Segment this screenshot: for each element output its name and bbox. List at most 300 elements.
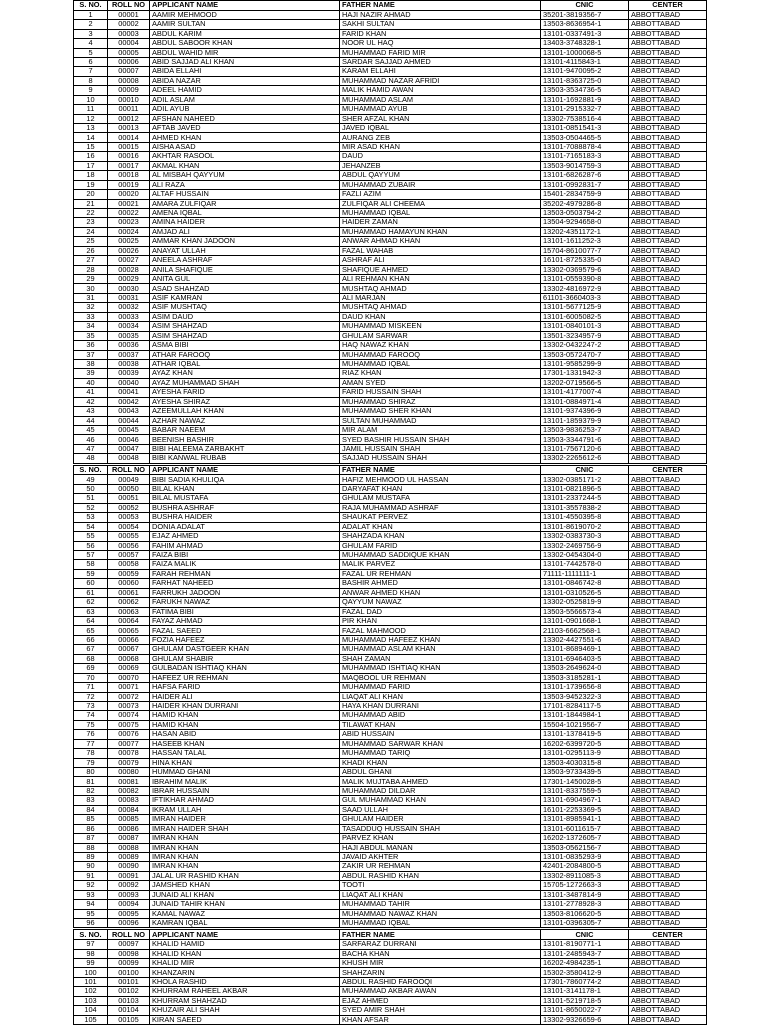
cnic-cell: 13403-3748328-1 (541, 39, 629, 48)
serial-number-cell: 33 (74, 312, 108, 321)
serial-number-cell: 36 (74, 341, 108, 350)
serial-number-cell: 58 (74, 560, 108, 569)
serial-number-cell: 68 (74, 654, 108, 663)
cnic-cell: 13101-5677125-9 (541, 303, 629, 312)
cnic-cell: 13101-0821896-5 (541, 484, 629, 493)
center-cell: ABBOTTABAD (629, 435, 707, 444)
table-row (74, 435, 707, 444)
serial-number-cell: 86 (74, 824, 108, 833)
roll-number-cell: 00084 (108, 805, 150, 814)
serial-number-cell: 46 (74, 435, 108, 444)
father-name-cell: MUHAMMAD FAROOQ (340, 350, 541, 359)
father-name-cell: ABDUL GHANI (340, 768, 541, 777)
table-row (74, 171, 707, 180)
center-cell: ABBOTTABAD (629, 322, 707, 331)
father-name-cell: MUHAMMAD ZUBAIR (340, 180, 541, 189)
father-name-cell: MUHAMMAD SADDIQUE KHAN (340, 550, 541, 559)
roll-number-cell: 00048 (108, 454, 150, 463)
roll-number-cell: 00096 (108, 919, 150, 928)
roll-number-cell: 00020 (108, 190, 150, 199)
father-name-cell: ABDUL QAYYUM (340, 171, 541, 180)
center-cell: ABBOTTABAD (629, 683, 707, 692)
father-name-cell: RAJA MUHAMMAD ASHRAF (340, 503, 541, 512)
roll-number-cell: 00060 (108, 579, 150, 588)
father-name-cell: KARAM ELLAHI (340, 67, 541, 76)
roll-number-cell: 00101 (108, 977, 150, 986)
applicant-name-cell: IMRAN HAIDER SHAH (150, 824, 340, 833)
applicant-name-cell: AYAZ MUHAMMAD SHAH (150, 378, 340, 387)
father-name-cell: ANWAR AHMED KHAN (340, 588, 541, 597)
table-row (74, 987, 707, 996)
applicant-name-cell: IMRAN KHAN (150, 834, 340, 843)
center-cell: ABBOTTABAD (629, 105, 707, 114)
roll-number-cell: 00035 (108, 331, 150, 340)
center-cell: ABBOTTABAD (629, 977, 707, 986)
center-cell: ABBOTTABAD (629, 654, 707, 663)
applicant-name-cell: HASSAN TALAL (150, 749, 340, 758)
father-name-cell: BACHA KHAN (340, 949, 541, 958)
father-name-cell: ABDUL RASHID KHAN (340, 871, 541, 880)
center-cell: ABBOTTABAD (629, 86, 707, 95)
table-row (74, 475, 707, 484)
serial-number-cell: 60 (74, 579, 108, 588)
roll-number-cell: 00105 (108, 1015, 150, 1024)
serial-number-cell: 103 (74, 996, 108, 1005)
serial-number-cell: 105 (74, 1015, 108, 1024)
table-row (74, 199, 707, 208)
roll-number-cell: 00006 (108, 57, 150, 66)
father-name-cell: SAAD ULLAH (340, 805, 541, 814)
applicant-name-cell: FAIZA MALIK (150, 560, 340, 569)
cnic-cell: 35201-3819356-7 (541, 10, 629, 19)
applicant-name-cell: BILAL MUSTAFA (150, 494, 340, 503)
father-name-cell: MUHAMMAD ASLAM KHAN (340, 645, 541, 654)
cnic-cell: 13503-3534736-5 (541, 86, 629, 95)
serial-number-cell: 81 (74, 777, 108, 786)
roll-number-cell: 00055 (108, 532, 150, 541)
serial-number-cell: 64 (74, 617, 108, 626)
father-name-cell: SAKHI SULTAN (340, 20, 541, 29)
serial-number-cell: 18 (74, 171, 108, 180)
father-name-cell: JAVAID AKHTER (340, 852, 541, 861)
table-row (74, 256, 707, 265)
cnic-cell: 13202-0719566-5 (541, 378, 629, 387)
cnic-cell: 16101-8725335-0 (541, 256, 629, 265)
father-name-cell: HAIDER ZAMAN (340, 218, 541, 227)
serial-number-cell: 22 (74, 208, 108, 217)
cnic-cell: 35202-4979286-8 (541, 199, 629, 208)
applicant-name-cell: KHANZARIN (150, 968, 340, 977)
table-row (74, 359, 707, 368)
column-header-applicant: APPLICANT NAME (150, 465, 340, 475)
table-row (74, 692, 707, 701)
serial-number-cell: 25 (74, 237, 108, 246)
father-name-cell: SULTAN MUHAMMAD (340, 416, 541, 425)
serial-number-cell: 19 (74, 180, 108, 189)
father-name-cell: ALI REHMAN KHAN (340, 275, 541, 284)
cnic-cell: 13101-1611252-3 (541, 237, 629, 246)
applicant-name-cell: AZEEMULLAH KHAN (150, 407, 340, 416)
father-name-cell: HAJI NAZIR AHMAD (340, 10, 541, 19)
applicant-name-cell: HAFSA FARID (150, 683, 340, 692)
cnic-cell: 13101-7567120-6 (541, 444, 629, 453)
serial-number-cell: 56 (74, 541, 108, 550)
father-name-cell: MUHAMMAD HAMAYUN KHAN (340, 227, 541, 236)
table-row (74, 10, 707, 19)
center-cell: ABBOTTABAD (629, 454, 707, 463)
applicant-name-cell: FAHIM AHMAD (150, 541, 340, 550)
roll-number-cell: 00045 (108, 426, 150, 435)
center-cell: ABBOTTABAD (629, 550, 707, 559)
applicant-name-cell: ADIL ASLAM (150, 95, 340, 104)
cnic-cell: 16101-2253369-5 (541, 805, 629, 814)
center-cell: ABBOTTABAD (629, 426, 707, 435)
father-name-cell: MALIK HAMID AWAN (340, 86, 541, 95)
table-row (74, 494, 707, 503)
center-cell: ABBOTTABAD (629, 768, 707, 777)
applicant-name-cell: KHALID KHAN (150, 949, 340, 958)
table-row (74, 86, 707, 95)
applicant-name-cell: ABIDA ELLAHI (150, 67, 340, 76)
center-cell: ABBOTTABAD (629, 532, 707, 541)
serial-number-cell: 39 (74, 369, 108, 378)
father-name-cell: DAUD KHAN (340, 312, 541, 321)
roll-number-cell: 00047 (108, 444, 150, 453)
applicant-name-cell: KHURRAM SHAHZAD (150, 996, 340, 1005)
roll-number-cell: 00068 (108, 654, 150, 663)
roll-number-cell: 00011 (108, 105, 150, 114)
father-name-cell: MUHAMMAD AYUB (340, 105, 541, 114)
center-cell: ABBOTTABAD (629, 824, 707, 833)
applicant-name-cell: IKRAM ULLAH (150, 805, 340, 814)
serial-number-cell: 24 (74, 227, 108, 236)
father-name-cell: MUHAMMAD ISHTIAQ KHAN (340, 664, 541, 673)
father-name-cell: QAYYUM NAWAZ (340, 598, 541, 607)
father-name-cell: MUHAMMAD IQBAL (340, 208, 541, 217)
serial-number-cell: 78 (74, 749, 108, 758)
serial-number-cell: 14 (74, 133, 108, 142)
table-row (74, 503, 707, 512)
serial-number-cell: 85 (74, 815, 108, 824)
serial-number-cell: 90 (74, 862, 108, 871)
center-cell: ABBOTTABAD (629, 626, 707, 635)
father-name-cell: FAZAL MAHMOOD (340, 626, 541, 635)
roll-number-cell: 00099 (108, 959, 150, 968)
cnic-cell: 13101-3557838-2 (541, 503, 629, 512)
roll-number-cell: 00004 (108, 39, 150, 48)
cnic-cell: 16202-4984235-1 (541, 959, 629, 968)
serial-number-cell: 72 (74, 692, 108, 701)
cnic-cell: 13503-9452322-3 (541, 692, 629, 701)
cnic-cell: 13503-4030315-8 (541, 758, 629, 767)
cnic-cell: 13503-8636954-1 (541, 20, 629, 29)
roll-number-cell: 00039 (108, 369, 150, 378)
applicant-name-cell: ATHAR FAROOQ (150, 350, 340, 359)
center-cell: ABBOTTABAD (629, 805, 707, 814)
father-name-cell: FAZAL WAHAB (340, 246, 541, 255)
table-row (74, 996, 707, 1005)
center-cell: ABBOTTABAD (629, 67, 707, 76)
applicant-name-cell: ANAYAT ULLAH (150, 246, 340, 255)
roll-number-cell: 00018 (108, 171, 150, 180)
applicant-name-cell: IMRAN HAIDER (150, 815, 340, 824)
table-row (74, 522, 707, 531)
roll-number-cell: 00034 (108, 322, 150, 331)
father-name-cell: GHULAM SARWAR (340, 331, 541, 340)
father-name-cell: MUHAMMAD AKBAR AWAN (340, 987, 541, 996)
roll-number-cell: 00029 (108, 275, 150, 284)
father-name-cell: MALIK PARVEZ (340, 560, 541, 569)
applicant-name-cell: IMRAN KHAN (150, 843, 340, 852)
serial-number-cell: 101 (74, 977, 108, 986)
table-row (74, 949, 707, 958)
roll-number-cell: 00021 (108, 199, 150, 208)
results-table (73, 465, 707, 929)
applicant-name-cell: FARAH REHMAN (150, 569, 340, 578)
table-row (74, 654, 707, 663)
serial-number-cell: 20 (74, 190, 108, 199)
table-row (74, 560, 707, 569)
roll-number-cell: 00014 (108, 133, 150, 142)
father-name-cell: GHULAM FARID (340, 541, 541, 550)
applicant-name-cell: ASIM DAUD (150, 312, 340, 321)
center-cell: ABBOTTABAD (629, 275, 707, 284)
serial-number-cell: 88 (74, 843, 108, 852)
center-cell: ABBOTTABAD (629, 152, 707, 161)
applicant-name-cell: AMARA ZULFIQAR (150, 199, 340, 208)
father-name-cell: HAFIZ MEHMOOD UL HASSAN (340, 475, 541, 484)
father-name-cell: MUHAMMAD ABID (340, 711, 541, 720)
table-row (74, 378, 707, 387)
roll-number-cell: 00002 (108, 20, 150, 29)
roll-number-cell: 00057 (108, 550, 150, 559)
center-cell: ABBOTTABAD (629, 739, 707, 748)
applicant-name-cell: ASIF MUSHTAQ (150, 303, 340, 312)
serial-number-cell: 77 (74, 739, 108, 748)
serial-number-cell: 6 (74, 57, 108, 66)
center-cell: ABBOTTABAD (629, 246, 707, 255)
roll-number-cell: 00076 (108, 730, 150, 739)
cnic-cell: 13101-0337491-3 (541, 29, 629, 38)
roll-number-cell: 00072 (108, 692, 150, 701)
cnic-cell: 13101-2778928-3 (541, 900, 629, 909)
applicant-name-cell: AFSHAN NAHEED (150, 114, 340, 123)
table-row (74, 227, 707, 236)
table-row (74, 739, 707, 748)
column-header-sno: S. NO. (74, 930, 108, 940)
serial-number-cell: 76 (74, 730, 108, 739)
roll-number-cell: 00005 (108, 48, 150, 57)
serial-number-cell: 29 (74, 275, 108, 284)
roll-number-cell: 00073 (108, 701, 150, 710)
table-row (74, 397, 707, 406)
column-header-cnic: CNIC (541, 930, 629, 940)
applicant-name-cell: ABDUL WAHID MIR (150, 48, 340, 57)
serial-number-cell: 34 (74, 322, 108, 331)
father-name-cell: DARYAFAT KHAN (340, 484, 541, 493)
applicant-name-cell: BEENISH BASHIR (150, 435, 340, 444)
father-name-cell: MUHAMMAD NAWAZ KHAN (340, 909, 541, 918)
applicant-name-cell: AYESHA SHIRAZ (150, 397, 340, 406)
serial-number-cell: 10 (74, 95, 108, 104)
serial-number-cell: 95 (74, 909, 108, 918)
center-cell: ABBOTTABAD (629, 350, 707, 359)
roll-number-cell: 00086 (108, 824, 150, 833)
roll-number-cell: 00024 (108, 227, 150, 236)
applicant-name-cell: BUSHRA ASHRAF (150, 503, 340, 512)
applicant-name-cell: ABDUL KARIM (150, 29, 340, 38)
table-row (74, 730, 707, 739)
applicant-name-cell: ALI RAZA (150, 180, 340, 189)
cnic-cell: 13101-7165183-3 (541, 152, 629, 161)
column-header-center: CENTER (629, 1, 707, 11)
column-header-father: FATHER NAME (340, 1, 541, 11)
table-row (74, 664, 707, 673)
applicant-name-cell: EJAZ AHMED (150, 532, 340, 541)
father-name-cell: MUHAMMAD IQBAL (340, 359, 541, 368)
serial-number-cell: 89 (74, 852, 108, 861)
cnic-cell: 13503-2649624-0 (541, 664, 629, 673)
cnic-cell: 13101-8689469-1 (541, 645, 629, 654)
center-cell: ABBOTTABAD (629, 378, 707, 387)
father-name-cell: KHADI KHAN (340, 758, 541, 767)
applicant-name-cell: HAIDER KHAN DURRANI (150, 701, 340, 710)
applicant-name-cell: IMRAN KHAN (150, 862, 340, 871)
cnic-cell: 13101-7088878-4 (541, 142, 629, 151)
father-name-cell: ADALAT KHAN (340, 522, 541, 531)
father-name-cell: MUSHTAQ AHMAD (340, 284, 541, 293)
applicant-name-cell: IFTIKHAR AHMAD (150, 796, 340, 805)
serial-number-cell: 66 (74, 635, 108, 644)
serial-number-cell: 71 (74, 683, 108, 692)
table-row (74, 454, 707, 463)
roll-number-cell: 00050 (108, 484, 150, 493)
father-name-cell: SHER AFZAL KHAN (340, 114, 541, 123)
serial-number-cell: 16 (74, 152, 108, 161)
father-name-cell: PARVEZ KHAN (340, 834, 541, 843)
cnic-cell: 13101-0840101-3 (541, 322, 629, 331)
serial-number-cell: 49 (74, 475, 108, 484)
serial-number-cell: 91 (74, 871, 108, 880)
roll-number-cell: 00031 (108, 293, 150, 302)
applicant-name-cell: ASMA BIBI (150, 341, 340, 350)
applicant-name-cell: KAMRAN IQBAL (150, 919, 340, 928)
father-name-cell: MUSHTAQ AHMAD (340, 303, 541, 312)
center-cell: ABBOTTABAD (629, 890, 707, 899)
center-cell: ABBOTTABAD (629, 39, 707, 48)
serial-number-cell: 61 (74, 588, 108, 597)
center-cell: ABBOTTABAD (629, 968, 707, 977)
serial-number-cell: 1 (74, 10, 108, 19)
father-name-cell: SYED AMIR SHAH (340, 1006, 541, 1015)
center-cell: ABBOTTABAD (629, 996, 707, 1005)
father-name-cell: HAJI ABDUL MANAN (340, 843, 541, 852)
center-cell: ABBOTTABAD (629, 503, 707, 512)
cnic-cell: 13101-3487814-9 (541, 890, 629, 899)
serial-number-cell: 83 (74, 796, 108, 805)
cnic-cell: 13101-8363725-0 (541, 76, 629, 85)
roll-number-cell: 00065 (108, 626, 150, 635)
center-cell: ABBOTTABAD (629, 522, 707, 531)
center-cell: ABBOTTABAD (629, 711, 707, 720)
center-cell: ABBOTTABAD (629, 987, 707, 996)
center-cell: ABBOTTABAD (629, 607, 707, 616)
table-row (74, 67, 707, 76)
column-header-center: CENTER (629, 930, 707, 940)
serial-number-cell: 42 (74, 397, 108, 406)
table-row (74, 968, 707, 977)
center-cell: ABBOTTABAD (629, 293, 707, 302)
cnic-cell: 13302-0385171-2 (541, 475, 629, 484)
roll-number-cell: 00009 (108, 86, 150, 95)
center-cell: ABBOTTABAD (629, 114, 707, 123)
father-name-cell: SHAH ZAMAN (340, 654, 541, 663)
cnic-cell: 13101-9374396-9 (541, 407, 629, 416)
applicant-name-cell: BIBI HALEEMA ZARBAKHT (150, 444, 340, 453)
cnic-cell: 13101-0310526-5 (541, 588, 629, 597)
table-row (74, 190, 707, 199)
father-name-cell: JEHANZEB (340, 161, 541, 170)
column-header-roll: ROLL NO (108, 1, 150, 11)
serial-number-cell: 54 (74, 522, 108, 531)
roll-number-cell: 00056 (108, 541, 150, 550)
roll-number-cell: 00043 (108, 407, 150, 416)
cnic-cell: 13302-0432247-2 (541, 341, 629, 350)
roll-number-cell: 00098 (108, 949, 150, 958)
roll-number-cell: 00033 (108, 312, 150, 321)
center-cell: ABBOTTABAD (629, 95, 707, 104)
roll-number-cell: 00081 (108, 777, 150, 786)
serial-number-cell: 84 (74, 805, 108, 814)
serial-number-cell: 96 (74, 919, 108, 928)
table-row (74, 208, 707, 217)
center-cell: ABBOTTABAD (629, 341, 707, 350)
father-name-cell: FARID HUSSAIN SHAH (340, 388, 541, 397)
roll-number-cell: 00067 (108, 645, 150, 654)
cnic-cell: 13101-0835293-9 (541, 852, 629, 861)
column-header-father: FATHER NAME (340, 930, 541, 940)
table-row (74, 95, 707, 104)
roll-number-cell: 00097 (108, 940, 150, 949)
cnic-cell: 16202-1372605-7 (541, 834, 629, 843)
column-header-cnic: CNIC (541, 465, 629, 475)
serial-number-cell: 100 (74, 968, 108, 977)
applicant-name-cell: JALAL UR RASHID KHAN (150, 871, 340, 880)
applicant-name-cell: IBRAHIM MALIK (150, 777, 340, 786)
applicant-name-cell: ASAD SHAHZAD (150, 284, 340, 293)
table-row (74, 890, 707, 899)
applicant-name-cell: ASIM SHAHZAD (150, 331, 340, 340)
table-row (74, 805, 707, 814)
roll-number-cell: 00064 (108, 617, 150, 626)
center-cell: ABBOTTABAD (629, 369, 707, 378)
table-row (74, 322, 707, 331)
cnic-cell: 13101-1378419-5 (541, 730, 629, 739)
applicant-name-cell: HAMID KHAN (150, 711, 340, 720)
center-cell: ABBOTTABAD (629, 76, 707, 85)
applicant-name-cell: HASEEB KHAN (150, 739, 340, 748)
cnic-cell: 13101-2485943-7 (541, 949, 629, 958)
father-name-cell: HAYA KHAN DURRANI (340, 701, 541, 710)
applicant-name-cell: JAMSHED KHAN (150, 881, 340, 890)
cnic-cell: 13101-7442578-0 (541, 560, 629, 569)
table-row (74, 701, 707, 710)
cnic-cell: 13501-3234957-9 (541, 331, 629, 340)
center-cell: ABBOTTABAD (629, 407, 707, 416)
cnic-cell: 16202-6399720-5 (541, 739, 629, 748)
center-cell: ABBOTTABAD (629, 161, 707, 170)
table-row (74, 900, 707, 909)
